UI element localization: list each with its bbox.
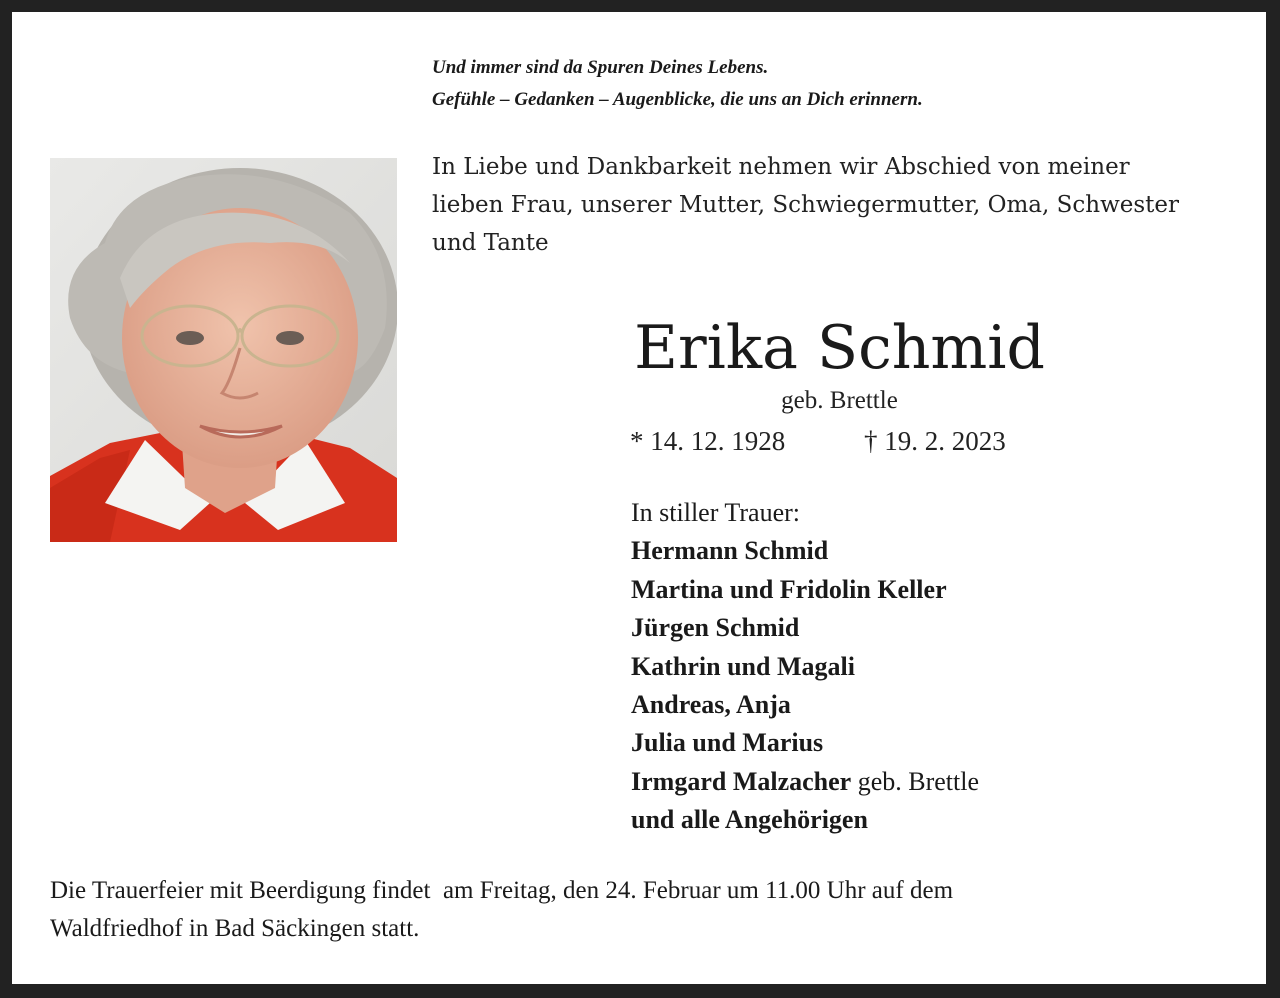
portrait-photo <box>50 158 397 542</box>
birth-name: geb. Brettle <box>781 387 898 414</box>
life-dates <box>630 422 1006 460</box>
intro-line-1: In Liebe und Dankbarkeit nehmen wir Abschied von meiner <box>432 154 1130 180</box>
deceased-name: Erika Schmid <box>634 313 1045 383</box>
mourner-irmgard <box>631 763 979 801</box>
death-date: † 19. 2. 2023 <box>864 426 1006 456</box>
funeral-notice-line-2: Waldfriedhof in Bad Säckingen statt. <box>50 915 420 942</box>
motto-line-2: Gefühle – Gedanken – Augenblicke, die uns an Dich erinnern. <box>432 89 923 110</box>
mourner-name: Irmgard Malzacher <box>631 766 852 796</box>
birth-date: * 14. 12. 1928 <box>630 426 786 456</box>
mourners-list <box>631 494 979 840</box>
mourner-name: Hermann Schmid <box>631 536 829 566</box>
portrait-illustration <box>50 158 397 542</box>
mourners-heading: In stiller Trauer: <box>631 498 800 527</box>
mourner-name: Kathrin und Magali <box>631 651 855 681</box>
funeral-notice <box>50 872 1230 948</box>
motto-line-1: Und immer sind da Spuren Deines Lebens. <box>432 57 769 78</box>
mourner-name: Julia und Marius <box>631 728 824 758</box>
intro-line-2: lieben Frau, unserer Mutter, Schwiegermutter, Oma, Schwester <box>432 192 1180 218</box>
intro-line-3: und Tante <box>432 230 549 256</box>
mourners-closing: und alle Angehörigen <box>631 805 868 835</box>
intro-text <box>432 148 1247 262</box>
mourner-birth-name: geb. Brettle <box>857 766 979 796</box>
motto <box>432 52 923 116</box>
mourner-name: Andreas, Anja <box>631 690 791 720</box>
obituary-card <box>12 12 1266 984</box>
funeral-notice-line-1: Die Trauerfeier mit Beerdigung findet am Freitag, den 24. Februar um 11.00 Uhr auf dem <box>50 877 954 904</box>
mourner-name: Jürgen Schmid <box>631 613 800 643</box>
mourner-name: Martina und Fridolin Keller <box>631 574 947 604</box>
